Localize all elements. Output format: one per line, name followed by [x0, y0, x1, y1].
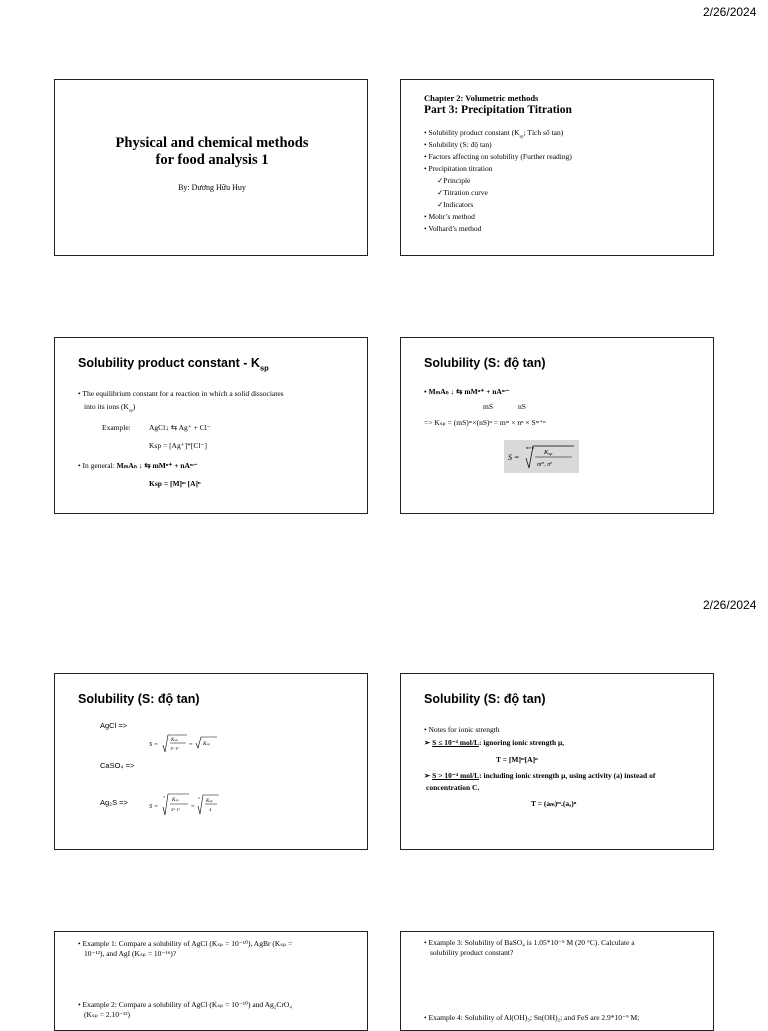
agcl-label: AgCl =>: [100, 721, 128, 730]
example3-line1: • Example 3: Solubility of BaSO₄ is 1.05*10⁻⁵ M (20 °C). Calculate a: [424, 938, 635, 947]
slide-title-subscript: sp: [259, 363, 269, 373]
definition-line1: • The equilibrium constant for a reaction in which a solid dissociates: [78, 389, 284, 398]
outline-item-text: • Solubility product constant (K: [424, 128, 520, 137]
slide-4-solubility: [400, 337, 714, 514]
definition-line2-text: into its ions (K: [84, 402, 129, 411]
svg-text:mm. nn: $m^m$. $n^n$: [537, 460, 553, 468]
slide-title-text: Solubility product constant - K: [78, 356, 260, 370]
ksp-general-equation: Ksp = [M]ᵐ [A]ⁿ: [149, 479, 201, 488]
svg-text:m+n: m+n: [526, 445, 535, 450]
svg-text:3: 3: [163, 795, 165, 799]
svg-text:=: =: [189, 741, 193, 748]
outline-item: • Factors affecting on solubility (Further reading): [424, 152, 572, 161]
chapter-heading: Chapter 2: Volumetric methods: [424, 93, 539, 103]
outline-subitem: ✓Indicators: [437, 200, 474, 209]
slide-3-ksp: [54, 337, 368, 514]
case2-equation: T = (aₘ)ᵐ.(aₐ)ⁿ: [531, 799, 577, 808]
part-heading: Part 3: Precipitation Titration: [424, 104, 572, 116]
example1-line1: • Example 1: Compare a solubility of AgCl (Kₛₚ = 10⁻¹⁰), AgBr (Kₛₚ =: [78, 939, 293, 948]
example-label: Example:: [102, 423, 131, 432]
slide-title: Solubility (S: độ tan): [424, 692, 546, 706]
slide-title: Solubility (S: độ tan): [424, 356, 546, 370]
outline-item: • Solubility (S: độ tan): [424, 140, 492, 149]
dissociation-equation: • MₘAₙ ↓ ⇆ mMⁿ⁺ + nAᵐ⁻: [424, 387, 510, 396]
ag2s-formula: [147, 790, 237, 820]
slide-8-examples: [400, 931, 714, 1031]
outline-subitem: ✓Principle: [437, 176, 471, 185]
page-date-top: 2/26/2024: [703, 5, 757, 19]
case-high-solubility: ➢ S > 10⁻⁴ mol/L: including ionic strength μ, using activity (a) instead of: [424, 771, 656, 780]
svg-text:S =: S =: [149, 803, 159, 810]
svg-text:Ksp: Ksp: [544, 449, 553, 456]
ms-label: mS: [483, 402, 494, 411]
case1-equation: T = [M]ᵐ[A]ⁿ: [496, 755, 538, 764]
example4-line1: • Example 4: Solubility of Al(OH)₃; Sn(OH)₂; and FeS are 2.9*10⁻⁹ M;: [424, 1013, 640, 1022]
example-equation: AgCl↓ ⇆ Ag⁺ + Cl⁻: [149, 423, 211, 432]
case1-condition: S ≤ 10⁻⁴ mol/L: [432, 738, 479, 747]
ksp-equation: Ksp = [Ag⁺]*[Cl⁻]: [149, 441, 207, 450]
svg-text:Ksp: Ksp: [206, 799, 213, 804]
solubility-formula: [504, 440, 579, 473]
ksp-subscript: sp: [519, 133, 524, 139]
case2-text: : including ionic strength μ, using activity (a) instead of: [479, 771, 656, 780]
svg-text:3: 3: [198, 796, 200, 800]
svg-text:S =: S =: [508, 453, 520, 462]
general-eq: MₘAₙ ↓ ⇆ mMⁿ⁺ + nAᵐ⁻: [116, 461, 198, 470]
ksp-relation: => Kₛₚ = (mS)ᵐ×(nS)ⁿ = mᵐ × nⁿ × Sᵐ⁺ⁿ: [424, 418, 546, 427]
caso4-label: CaSO₄ =>: [100, 761, 135, 770]
case1-text: : ignoring ionic strength μ,: [478, 738, 565, 747]
slide-title: Solubility (S: độ tan): [78, 692, 200, 706]
slide-7-examples: [54, 931, 368, 1031]
example2-line2: (Kₛₚ = 2.10⁻¹²): [84, 1010, 130, 1019]
presentation-title-line1: Physical and chemical methods: [115, 135, 309, 151]
svg-text:S =: S =: [149, 741, 159, 748]
outline-item: • Precipitation titration: [424, 164, 493, 173]
agcl-formula: [147, 732, 227, 756]
author: By: Dương Hữu Huy: [178, 183, 246, 192]
case2-text-line2: concentration C.: [426, 783, 480, 792]
outline-item: • Mohr’s method: [424, 212, 475, 221]
svg-text:=: =: [191, 803, 195, 810]
slide-2-outline: [400, 79, 714, 256]
example2-line1: • Example 2: Compare a solubility of AgCl (Kₛₚ = 10⁻¹⁰) and Ag₂CrO₄: [78, 1000, 292, 1009]
slide-6-ionic-strength: [400, 673, 714, 850]
outline-item-tail: ; Tích số tan): [523, 128, 564, 137]
svg-text:Ksp: Ksp: [172, 798, 179, 803]
presentation-title-line2: for food analysis 1: [155, 152, 269, 168]
svg-text:4: 4: [209, 807, 212, 812]
case-low-solubility: ➢ S ≤ 10⁻⁴ mol/L: ignoring ionic strength μ,: [424, 738, 565, 747]
general-equation: [78, 460, 198, 472]
outline-subitem: ✓Titration curve: [437, 188, 488, 197]
ag2s-label: Ag₂S =>: [100, 798, 128, 807]
example3-line2: solubility product constant?: [430, 948, 514, 957]
svg-text:2²·1¹: 2²·1¹: [171, 807, 180, 812]
page-date-mid: 2/26/2024: [703, 598, 757, 612]
example1-line2: 10⁻¹²), and AgI (Kₛₚ = 10⁻¹⁶)?: [84, 949, 177, 958]
ionic-note: • Notes for ionic strength: [424, 725, 500, 734]
case2-condition: S > 10⁻⁴ mol/L: [432, 771, 480, 780]
definition-line2: into its ions $(K_{sp})$: [84, 402, 136, 413]
ns-label: nS: [518, 402, 526, 411]
ksp-subscript: sp: [128, 407, 133, 413]
slide-5-solubility-examples: [54, 673, 368, 850]
slide-1-title: [54, 79, 368, 256]
outline-item: • Volhard’s method: [424, 224, 482, 233]
general-prefix: • In general:: [78, 461, 117, 470]
svg-text:Ksp: Ksp: [171, 738, 178, 743]
slide-title: [78, 356, 269, 373]
svg-text:1¹·1¹: 1¹·1¹: [170, 746, 179, 751]
svg-text:Ksp: Ksp: [203, 741, 210, 747]
solubility-formula-image: [504, 440, 579, 473]
